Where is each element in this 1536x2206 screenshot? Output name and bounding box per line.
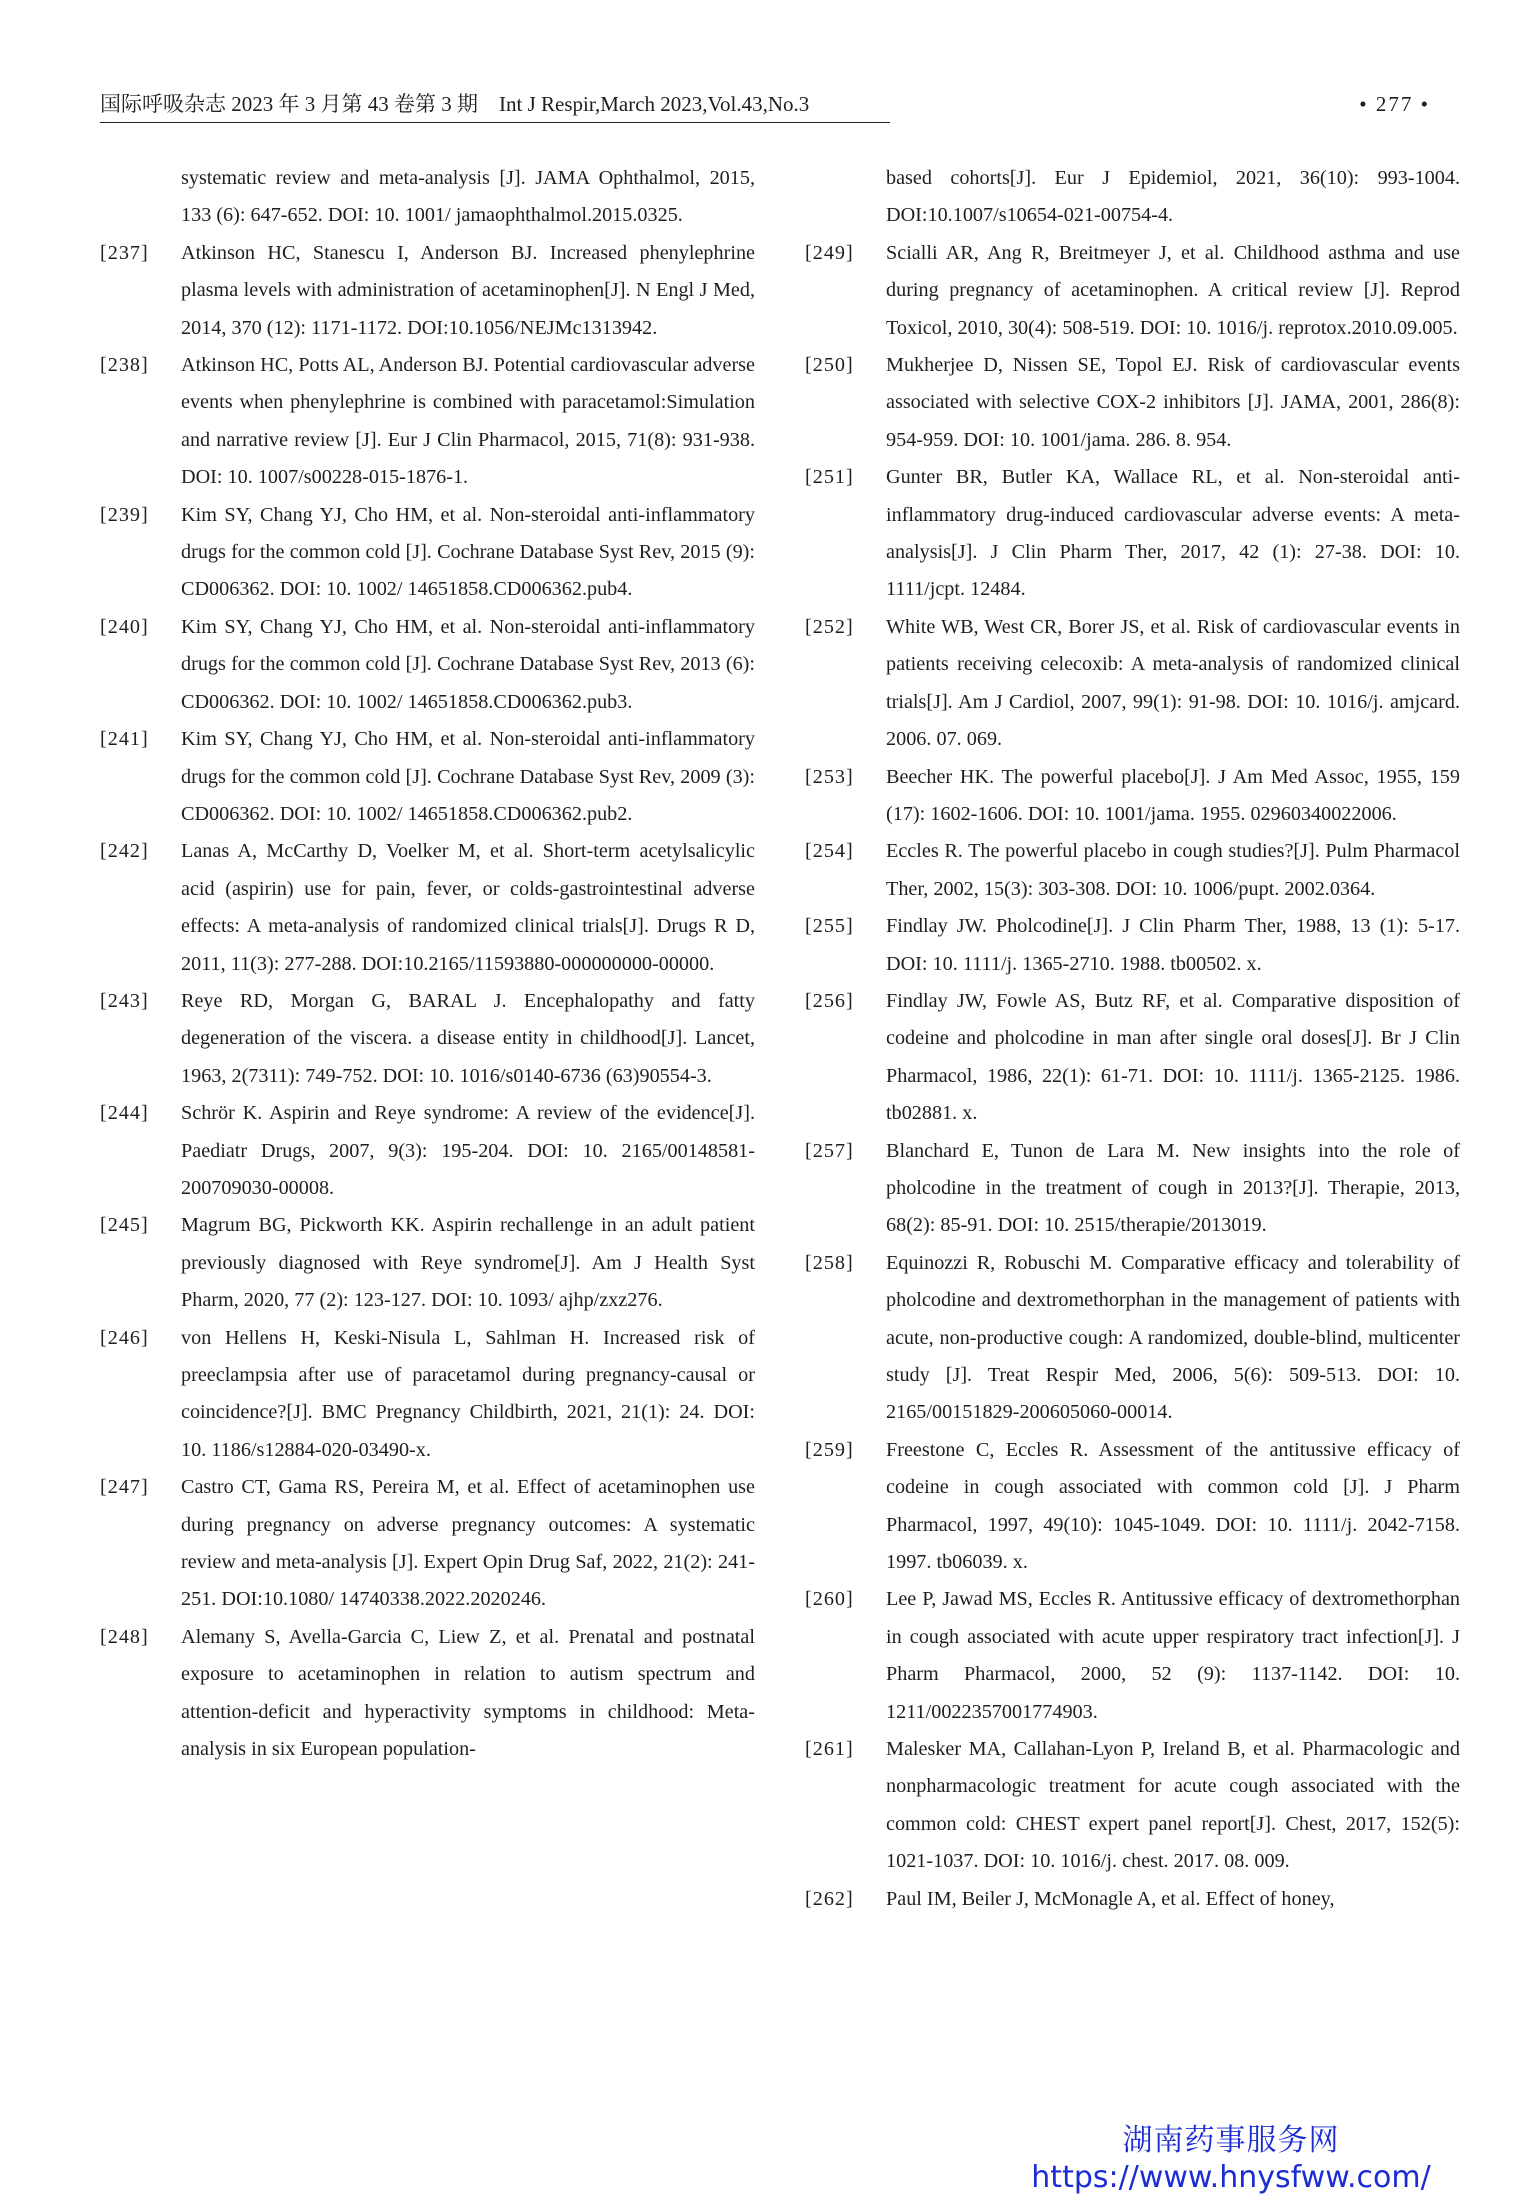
reference-item <box>100 347 755 497</box>
reference-text: Atkinson HC, Potts AL, Anderson BJ. Potential cardiovascular adverse events when phenylephrine is combined with paracetamol:Simulation and narrative review [J]. Eur J Clin Pharmacol, 2015, 71(8): 931-938. DOI: 10. 1007/s00228-015-1876-1. <box>181 354 755 489</box>
reference-text: Lee P, Jawad MS, Eccles R. Antitussive efficacy of dextromethorphan in cough associated with acute upper respiratory tract infection[J]. J Pharm Pharmacol, 2000, 52 (9): 1137-1142. DOI: 10. 1211/0022357001774903. <box>886 1588 1460 1723</box>
reference-text: Kim SY, Chang YJ, Cho HM, et al. Non-steroidal anti-inflammatory drugs for the common cold [J]. Cochrane Database Syst Rev, 2015 (9): CD006362. DOI: 10. 1002/ 14651858.CD006362.pub4. <box>181 503 755 601</box>
reference-item <box>100 609 755 721</box>
reference-number: [255] <box>805 915 854 938</box>
reference-number: [253] <box>805 765 854 788</box>
reference-text: Blanchard E, Tunon de Lara M. New insights into the role of pholcodine in the treatment of cough in 2013?[J]. Therapie, 2013, 68(2): 85-91. DOI: 10. 2515/therapie/2013019. <box>886 1139 1460 1237</box>
reference-number: [241] <box>100 728 149 751</box>
reference-text: Eccles R. The powerful placebo in cough studies?[J]. Pulm Pharmacol Ther, 2002, 15(3): 303-308. DOI: 10. 1006/pupt. 2002.0364. <box>886 840 1460 900</box>
reference-text: Malesker MA, Callahan-Lyon P, Ireland B, et al. Pharmacologic and nonpharmacologic treatment for acute cough associated with the common cold: CHEST expert panel report[J]. Chest, 2017, 152(5): 1021-1037. DOI: 10. 1016/j. chest. 2017. 08. 009. <box>886 1738 1460 1873</box>
reference-text: Kim SY, Chang YJ, Cho HM, et al. Non-steroidal anti-inflammatory drugs for the common cold [J]. Cochrane Database Syst Rev, 2013 (6): CD006362. DOI: 10. 1002/ 14651858.CD006362.pub3. <box>181 615 755 713</box>
reference-item <box>805 1133 1460 1245</box>
reference-item <box>100 1320 755 1470</box>
watermark-url: https://www.hnysfww.com/ <box>1031 2160 1431 2195</box>
reference-number: [244] <box>100 1102 149 1125</box>
reference-text: White WB, West CR, Borer JS, et al. Risk of cardiovascular events in patients receiving celecoxib: A meta-analysis of randomized clinical trials[J]. Am J Cardiol, 2007, 99(1): 91-98. DOI: 10. 1016/j. amjcard. 2006. 07. 069. <box>886 615 1460 751</box>
reference-item <box>100 721 755 833</box>
reference-number: [248] <box>100 1625 149 1648</box>
reference-number: [247] <box>100 1476 149 1499</box>
reference-item <box>805 1432 1460 1582</box>
reference-text: Freestone C, Eccles R. Assessment of the antitussive efficacy of codeine in cough associated with common cold [J]. J Pharm Pharmacol, 1997, 49(10): 1045-1049. DOI: 10. 1111/j. 2042-7158. 1997. tb06039. x. <box>886 1438 1460 1574</box>
reference-text: von Hellens H, Keski-Nisula L, Sahlman H. Increased risk of preeclampsia after use of paracetamol during pregnancy-causal or coincidence?[J]. BMC Pregnancy Childbirth, 2021, 21(1): 24. DOI: 10. 1186/s12884-020-03490-x. <box>181 1326 755 1461</box>
reference-text: Scialli AR, Ang R, Breitmeyer J, et al. Childhood asthma and use during pregnancy of acetaminophen. A critical review [J]. Reprod Toxicol, 2010, 30(4): 508-519. DOI: 10. 1016/j. reprotox.2010.09.005. <box>886 241 1460 339</box>
reference-number: [238] <box>100 354 149 377</box>
reference-item <box>100 1095 755 1207</box>
reference-text: Mukherjee D, Nissen SE, Topol EJ. Risk of cardiovascular events associated with selective COX-2 inhibitors [J]. JAMA, 2001, 286(8): 954-959. DOI: 10. 1001/jama. 286. 8. 954. <box>886 354 1460 451</box>
header-rule <box>100 122 890 123</box>
reference-item <box>100 235 755 347</box>
reference-number: [237] <box>100 241 149 264</box>
reference-number: [246] <box>100 1326 149 1349</box>
reference-number: [239] <box>100 503 149 526</box>
reference-item <box>805 1881 1460 1918</box>
reference-item <box>100 833 755 983</box>
reference-item <box>805 1731 1460 1881</box>
reference-text: Kim SY, Chang YJ, Cho HM, et al. Non-steroidal anti-inflammatory drugs for the common cold [J]. Cochrane Database Syst Rev, 2009 (3): CD006362. DOI: 10. 1002/ 14651858.CD006362.pub2. <box>181 728 755 825</box>
reference-item <box>805 833 1460 908</box>
reference-text: Reye RD, Morgan G, BARAL J. Encephalopathy and fatty degeneration of the viscera. a disease entity in childhood[J]. Lancet, 1963, 2(7311): 749-752. DOI: 10. 1016/s0140-6736 (63)90554-3. <box>181 989 755 1087</box>
reference-text: based cohorts[J]. Eur J Epidemiol, 2021, 36(10): 993-1004. DOI:10.1007/s10654-021-00754-4. <box>886 167 1460 227</box>
reference-text: Paul IM, Beiler J, McMonagle A, et al. Effect of honey, <box>886 1887 1335 1910</box>
site-watermark <box>1021 2122 1441 2196</box>
reference-item <box>805 983 1460 1133</box>
reference-number: [251] <box>805 466 854 489</box>
reference-text: systematic review and meta-analysis [J]. JAMA Ophthalmol, 2015, 133 (6): 647-652. DOI: 10. 1001/ jamaophthalmol.2015.0325. <box>181 167 755 227</box>
reference-number: [250] <box>805 354 854 377</box>
reference-item <box>100 983 755 1095</box>
reference-number: [258] <box>805 1251 854 1274</box>
watermark-site-name: 湖南药事服务网 <box>1122 2123 1340 2158</box>
reference-number: [262] <box>805 1887 854 1910</box>
reference-text: Schrör K. Aspirin and Reye syndrome: A review of the evidence[J]. Paediatr Drugs, 2007, 9(3): 195-204. DOI: 10. 2165/00148581-200709030-00008. <box>181 1102 755 1199</box>
reference-continuation <box>100 160 755 235</box>
reference-text: Findlay JW. Pholcodine[J]. J Clin Pharm Ther, 1988, 13 (1): 5-17. DOI: 10. 1111/j. 1365-2710. 1988. tb00502. x. <box>886 915 1460 975</box>
reference-item <box>805 235 1460 347</box>
reference-text: Beecher HK. The powerful placebo[J]. J Am Med Assoc, 1955, 159 (17): 1602-1606. DOI: 10. 1001/jama. 1955. 02960340022006. <box>886 765 1460 825</box>
reference-number: [243] <box>100 989 149 1012</box>
reference-text: Atkinson HC, Stanescu I, Anderson BJ. Increased phenylephrine plasma levels with administration of acetaminophen[J]. N Engl J Med, 2014, 370 (12): 1171-1172. DOI:10.1056/NEJMc1313942. <box>181 241 755 339</box>
reference-item <box>100 1207 755 1319</box>
reference-text: Findlay JW, Fowle AS, Butz RF, et al. Comparative disposition of codeine and pholcodine in man after single oral doses[J]. Br J Clin Pharmacol, 1986, 22(1): 61-71. DOI: 10. 1111/j. 1365-2125. 1986. tb02881. x. <box>886 989 1460 1125</box>
reference-text: Castro CT, Gama RS, Pereira M, et al. Effect of acetaminophen use during pregnancy on adverse pregnancy outcomes: A systematic review and meta-analysis [J]. Expert Opin Drug Saf, 2022, 21(2): 241-251. DOI:10.1080/ 14740338.2022.2020246. <box>181 1476 755 1611</box>
reference-item <box>100 497 755 609</box>
reference-number: [259] <box>805 1438 854 1461</box>
reference-text: Equinozzi R, Robuschi M. Comparative efficacy and tolerability of pholcodine and dextromethorphan in the management of patients with acute, non-productive cough: A randomized, double-blind, multicenter study [J]. Treat Respir Med, 2006, 5(6): 509-513. DOI: 10. 2165/00151829-200605060-00014. <box>886 1251 1460 1424</box>
reference-item <box>805 459 1460 609</box>
reference-item <box>100 1469 755 1619</box>
reference-item <box>805 759 1460 834</box>
reference-item <box>805 1581 1460 1731</box>
reference-number: [252] <box>805 615 854 638</box>
reference-number: [254] <box>805 840 854 863</box>
reference-number: [245] <box>100 1214 149 1237</box>
reference-column-right <box>805 160 1460 1918</box>
reference-text: Alemany S, Avella-Garcia C, Liew Z, et al. Prenatal and postnatal exposure to acetaminophen in relation to autism spectrum and attention-deficit and hyperactivity symptoms in childhood: Meta-analysis in six European population- <box>181 1625 755 1761</box>
reference-item <box>100 1619 755 1769</box>
reference-number: [256] <box>805 989 854 1012</box>
reference-column-left <box>100 160 755 1768</box>
reference-text: Magrum BG, Pickworth KK. Aspirin rechallenge in an adult patient previously diagnosed with Reye syndrome[J]. Am J Health Syst Pharm, 2020, 77 (2): 123-127. DOI: 10. 1093/ ajhp/zxz276. <box>181 1214 755 1312</box>
page-number: • 277 • <box>1359 92 1430 116</box>
reference-item <box>805 1245 1460 1432</box>
running-header <box>100 88 1430 120</box>
reference-text: Lanas A, McCarthy D, Voelker M, et al. Short-term acetylsalicylic acid (aspirin) use for pain, fever, or colds-gastrointestinal adverse effects: A meta-analysis of randomized clinical trials[J]. Drugs R D, 2011, 11(3): 277-288. DOI:10.2165/11593880-000000000-00000. <box>181 840 755 975</box>
reference-item <box>805 347 1460 459</box>
reference-item <box>805 908 1460 983</box>
journal-citation-header: 国际呼吸杂志 2023 年 3 月第 43 卷第 3 期 Int J Respir,March 2023,Vol.43,No.3 <box>100 92 810 116</box>
reference-number: [242] <box>100 840 149 863</box>
reference-number: [261] <box>805 1738 854 1761</box>
reference-continuation <box>805 160 1460 235</box>
reference-number: [257] <box>805 1139 854 1162</box>
reference-number: [240] <box>100 615 149 638</box>
reference-item <box>805 609 1460 759</box>
reference-text: Gunter BR, Butler KA, Wallace RL, et al. Non-steroidal anti-inflammatory drug-induced cardiovascular adverse events: A meta-analysis[J]. J Clin Pharm Ther, 2017, 42 (1): 27-38. DOI: 10. 1111/jcpt. 12484. <box>886 466 1460 601</box>
reference-number: [260] <box>805 1588 854 1611</box>
reference-number: [249] <box>805 241 854 264</box>
